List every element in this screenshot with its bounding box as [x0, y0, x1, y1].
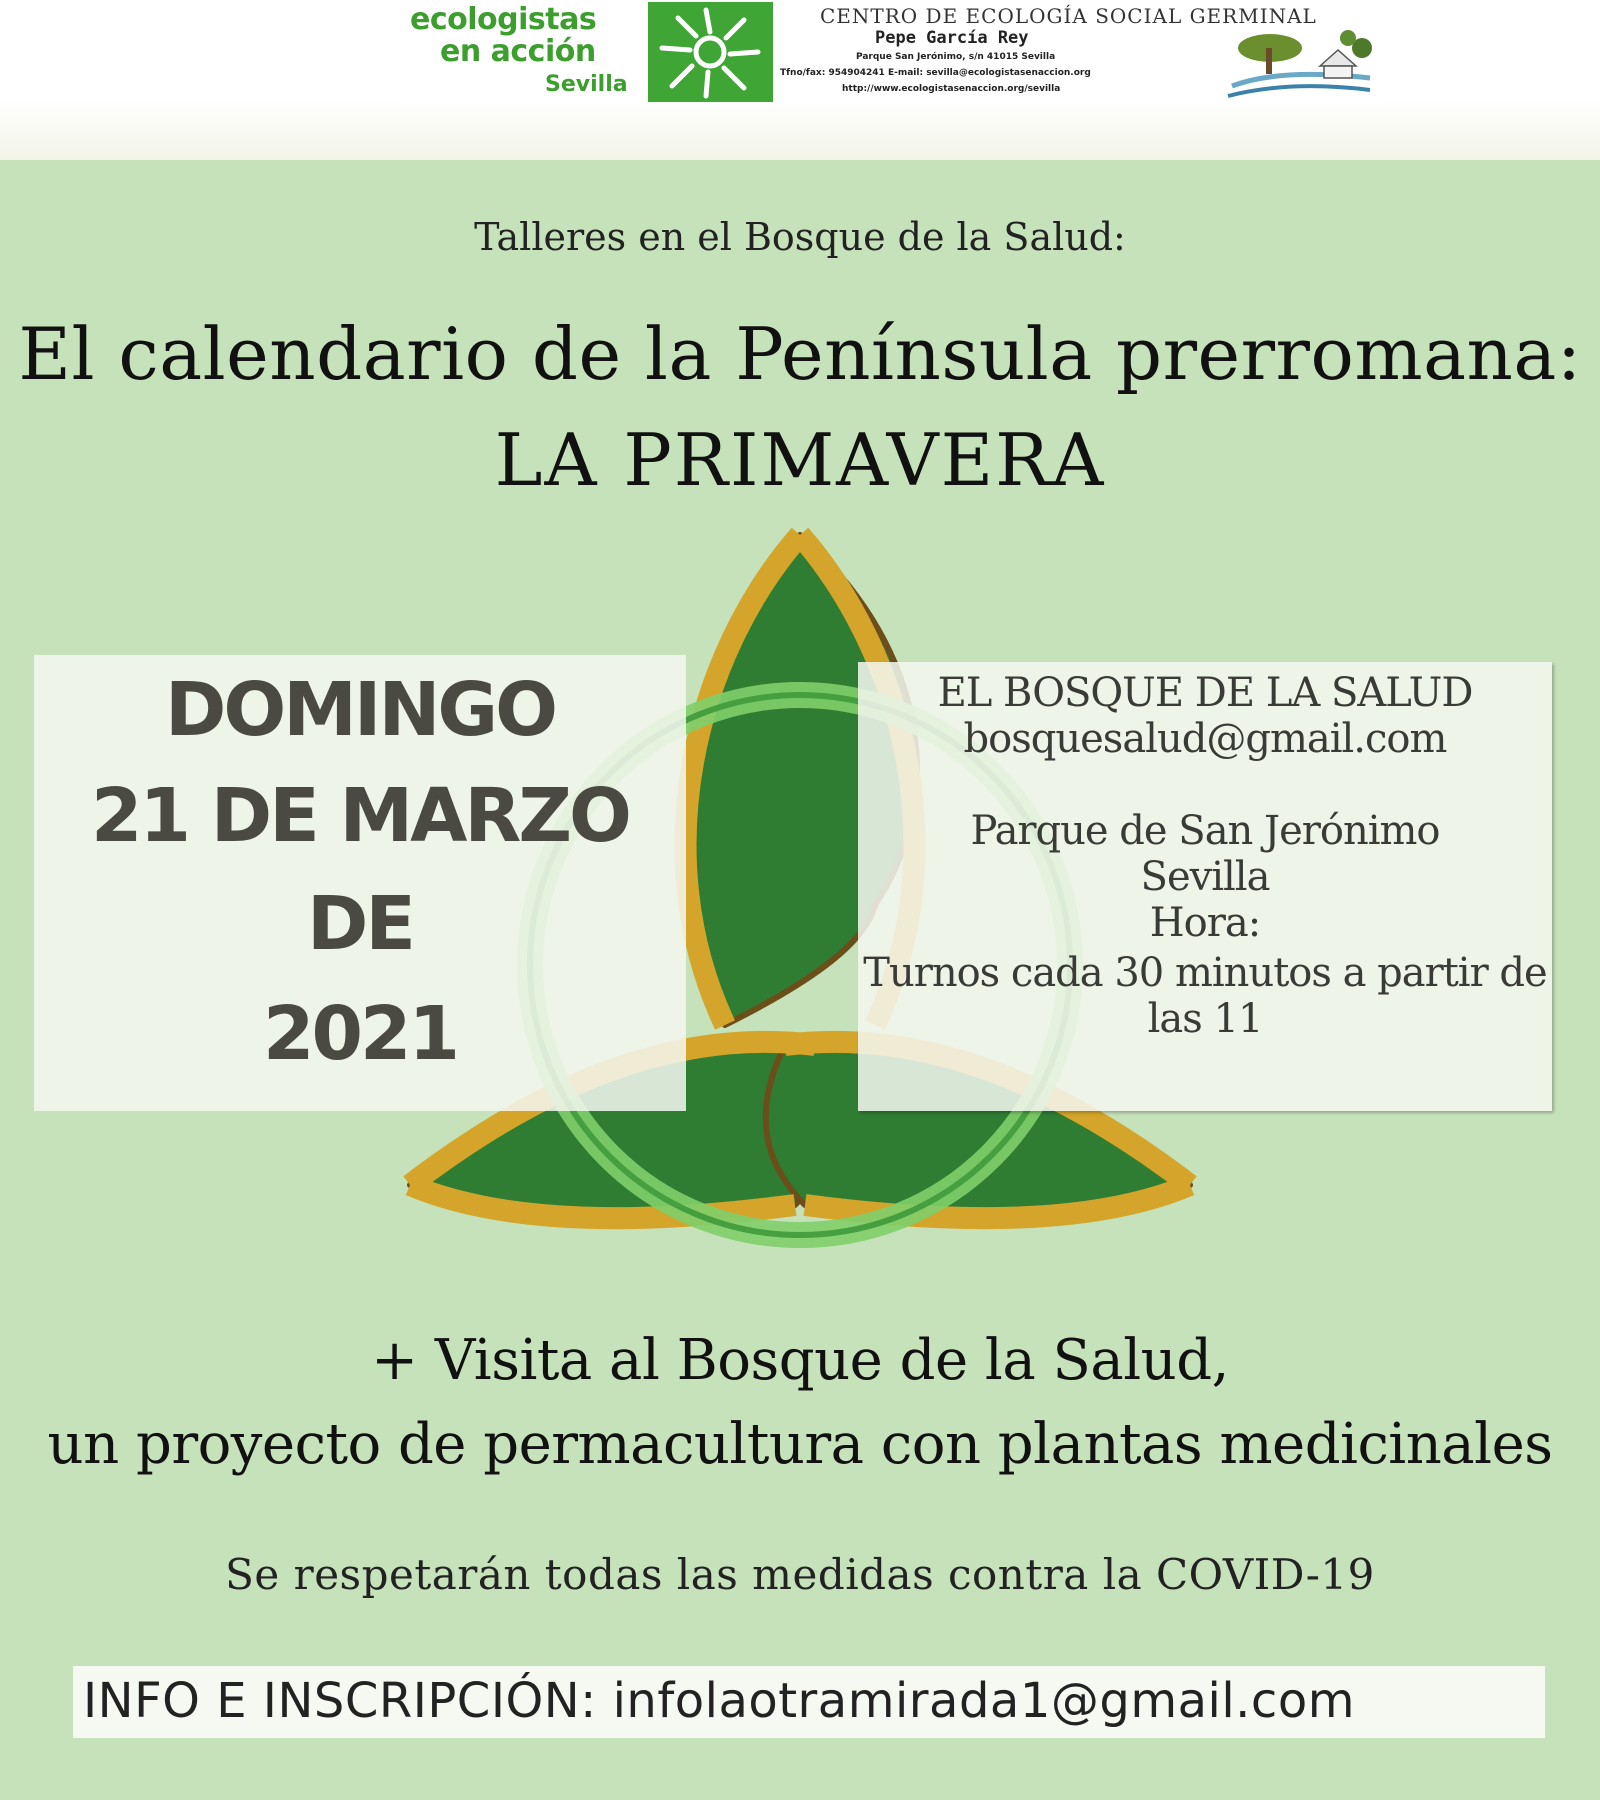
germinal-url: http://www.ecologistasenaccion.org/sevilla: [842, 84, 1061, 94]
date-box: [34, 655, 686, 1111]
tree-house-icon: [1220, 18, 1375, 102]
germinal-logo: [780, 0, 1380, 104]
time-detail: Turnos cada 30 minutos a partir de: [863, 950, 1547, 996]
visit-line1: + Visita al Bosque de la Salud,: [371, 1328, 1229, 1393]
logo-text-line1: ecologistas: [410, 2, 597, 37]
sun-logo-icon: [648, 2, 773, 102]
header: [0, 0, 1600, 160]
page-subtitle: LA PRIMAVERA: [494, 418, 1106, 502]
logo-text-line3: Sevilla: [545, 72, 628, 97]
contact-text[interactable]: INFO E INSCRIPCIÓN: infolaotramirada1@gmail.com: [83, 1673, 1355, 1729]
ecologistas-logo: [400, 0, 775, 104]
covid-note: Se respetarán todas las medidas contra la COVID-19: [225, 1550, 1375, 1599]
venue-email[interactable]: bosquesalud@gmail.com: [963, 716, 1447, 762]
date-connector: DE: [307, 881, 413, 967]
visit-line2: un proyecto de permacultura con plantas medicinales: [47, 1412, 1553, 1477]
venue-city: Sevilla: [1140, 854, 1270, 900]
date-day-month: 21 DE MARZO: [91, 773, 629, 859]
date-weekday: DOMINGO: [164, 667, 556, 753]
germinal-contact: Tfno/fax: 954904241 E-mail: sevilla@ecologistasenaccion.org: [780, 68, 1091, 78]
logo-text-line2: en acción: [440, 34, 596, 69]
time-label: Hora:: [1149, 900, 1261, 946]
pre-title: Talleres en el Bosque de la Salud:: [474, 215, 1126, 259]
location-box: [858, 662, 1552, 1111]
germinal-title: CENTRO DE ECOLOGÍA SOCIAL GERMINAL: [820, 4, 1317, 28]
time-start: las 11: [1147, 996, 1263, 1042]
venue-park: Parque de San Jerónimo: [970, 808, 1440, 854]
date-year: 2021: [263, 991, 457, 1077]
page-title: El calendario de la Península prerromana:: [18, 312, 1582, 396]
germinal-subtitle: Pepe García Rey: [875, 28, 1029, 48]
header-fade: [0, 100, 1600, 160]
contact-bar: [73, 1666, 1545, 1738]
venue-name: EL BOSQUE DE LA SALUD: [937, 670, 1473, 716]
germinal-address: Parque San Jerónimo, s/n 41015 Sevilla: [856, 52, 1056, 62]
